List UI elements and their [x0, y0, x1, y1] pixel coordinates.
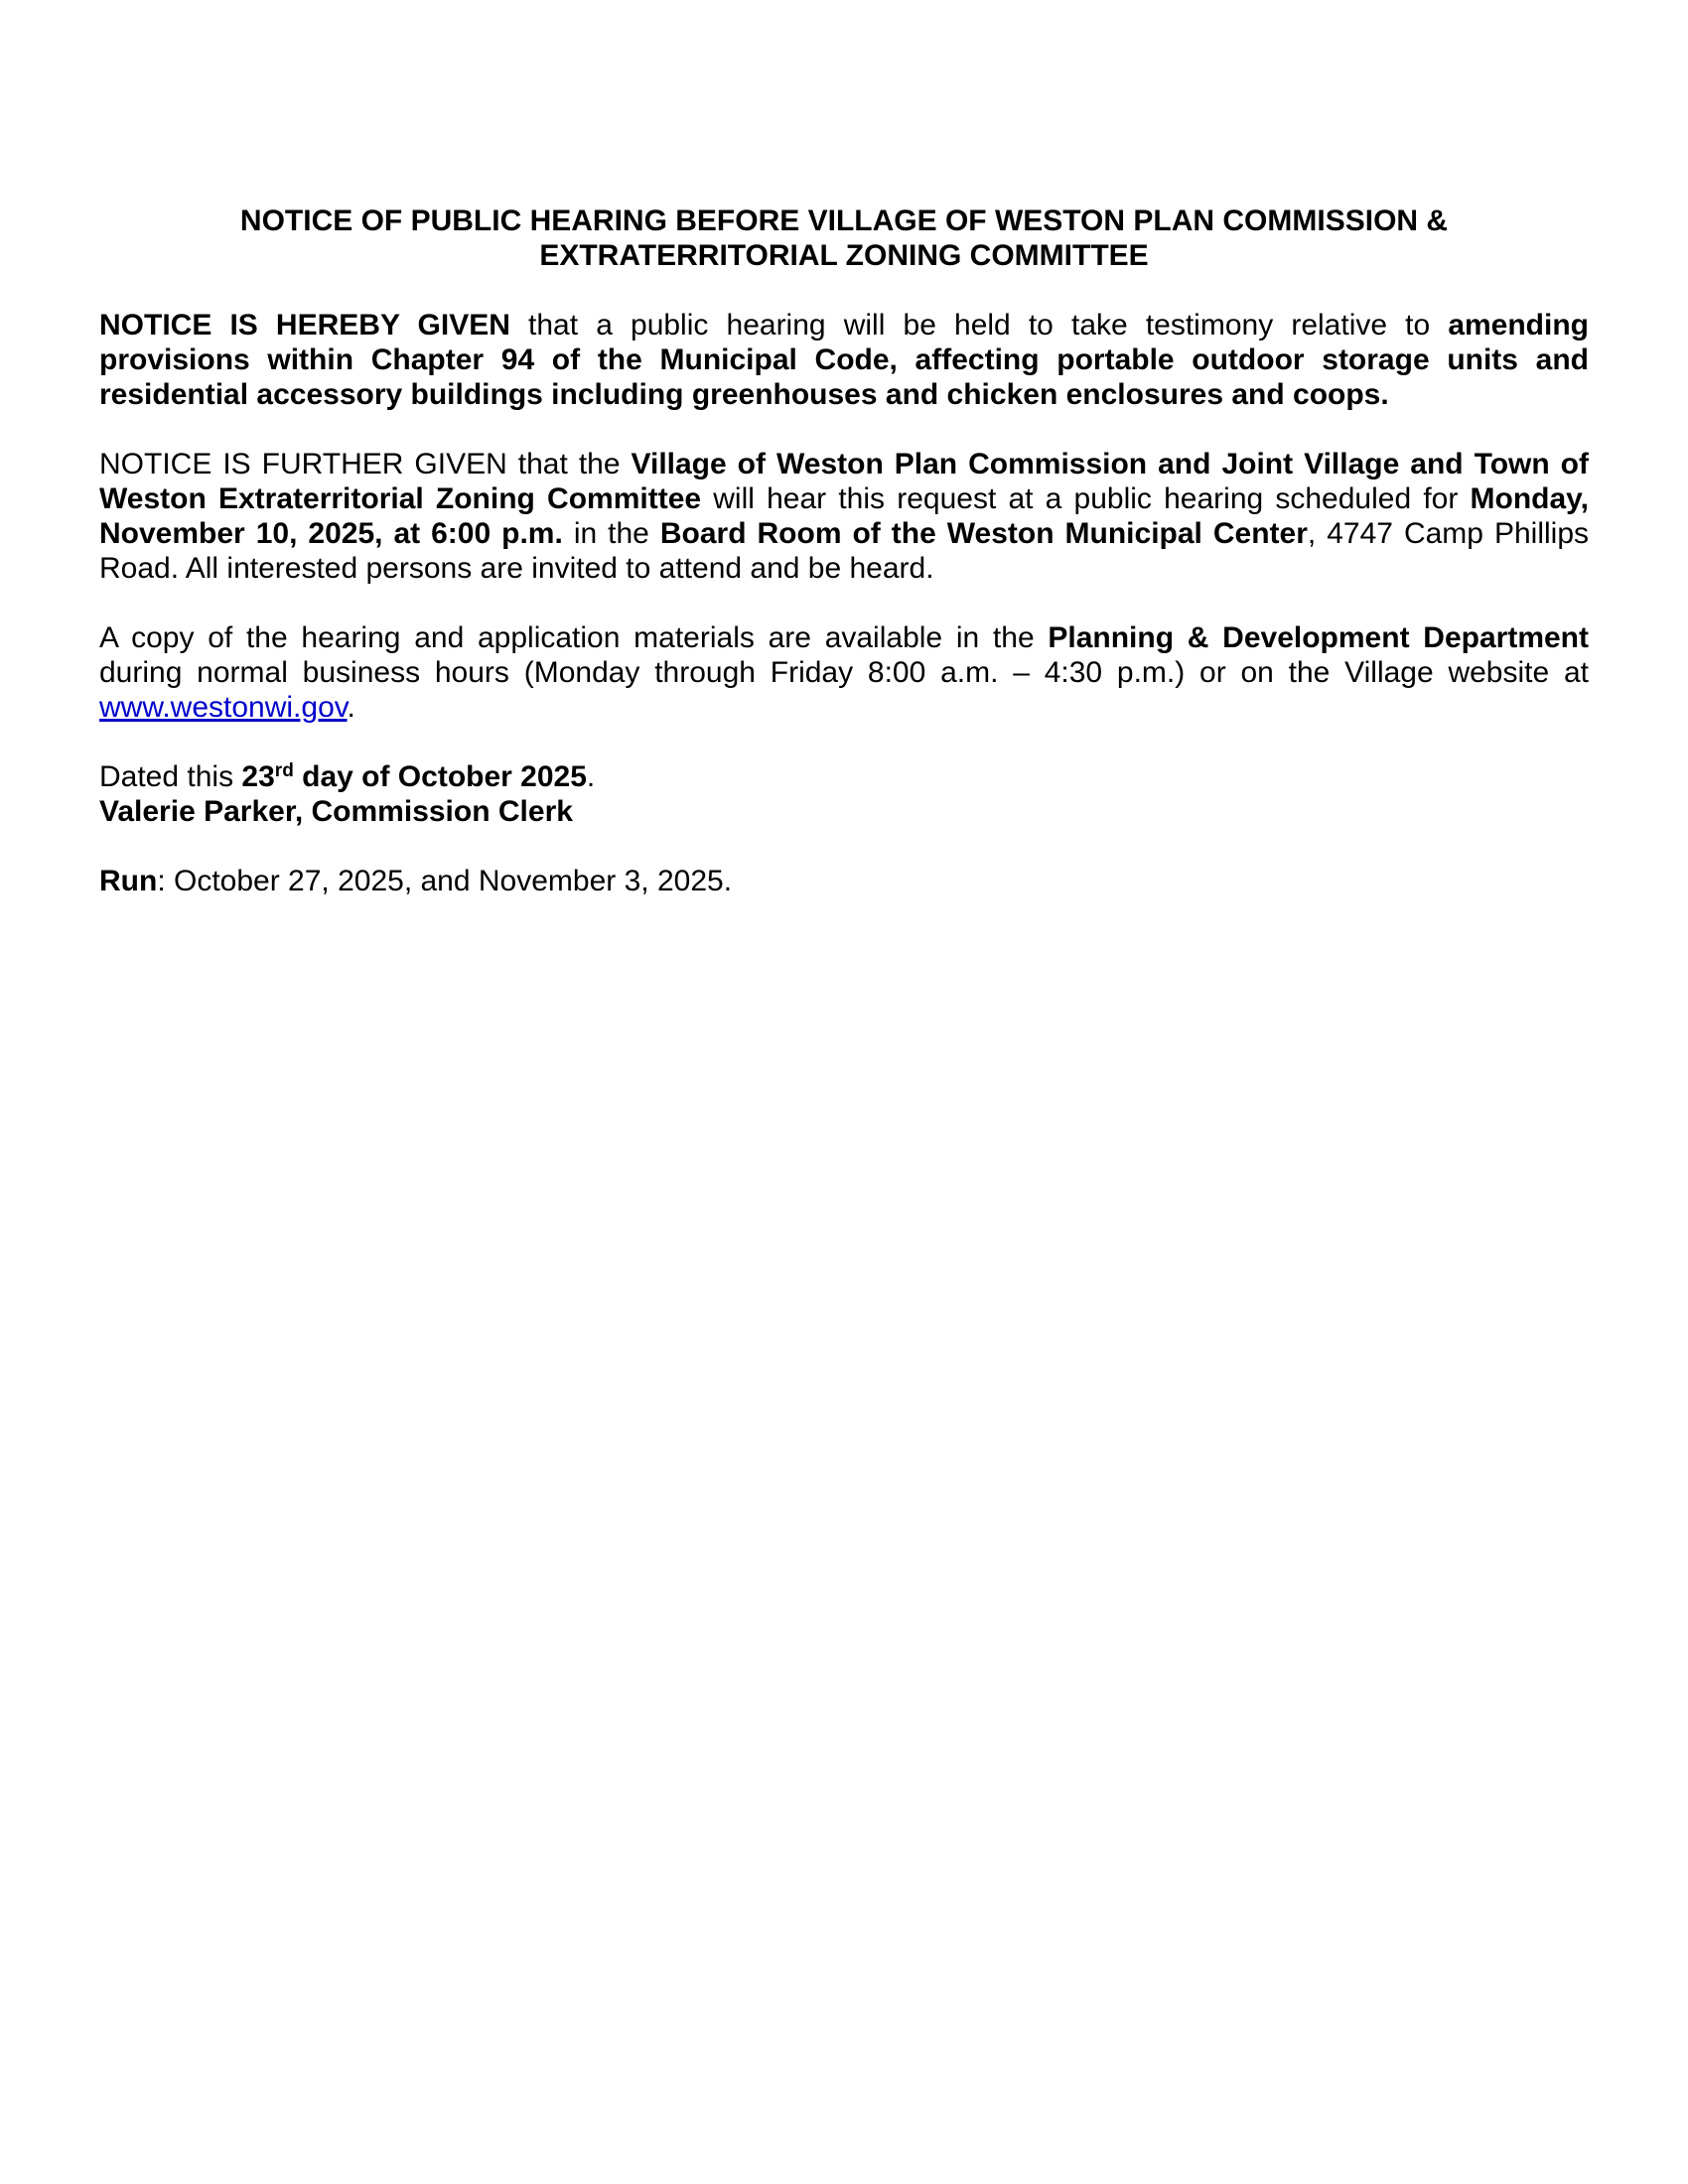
- text-run: in the: [562, 517, 660, 550]
- text-run-bold: NOTICE IS HEREBY GIVEN: [99, 309, 510, 341]
- paragraph-notice-further-given: [99, 447, 1589, 586]
- text-run: during normal business hours (Monday through Friday 8:00 a.m. – 4:30 p.m.) or on the Village website at: [99, 656, 1589, 689]
- text-run-bold: Monday, November 10, 2025, at 6:00 p.m.: [99, 482, 1589, 550]
- text-run-bold: Run: [99, 865, 158, 897]
- text-run-bold: Village of Weston Plan Commission and Joint Village and Town of Weston Extraterritorial Zoning Committee: [99, 448, 1589, 515]
- text-run-bold: Planning & Development Department: [1048, 621, 1589, 654]
- notice-title-line1: NOTICE OF PUBLIC HEARING BEFORE VILLAGE OF WESTON PLAN COMMISSION &: [239, 205, 1449, 237]
- text-run: that a public hearing will be held to take testimony relative to: [509, 309, 1449, 341]
- text-run: .: [347, 691, 355, 724]
- run-dates-line: [99, 864, 1589, 898]
- dated-line: [99, 759, 1589, 794]
- dated-block: [99, 759, 1589, 829]
- text-run: A copy of the hearing and application materials are available in the: [99, 621, 1049, 654]
- text-run: .: [586, 760, 596, 793]
- text-run-bold: amending provisions within Chapter 94 of the Municipal Code, affecting portable outdoor storage units and residential accessory buildings including greenhouses and chicken enclosures and coops.: [99, 309, 1589, 411]
- text-run-bold: day of October 2025: [293, 760, 587, 793]
- notice-title: [99, 204, 1589, 273]
- ordinal-superscript: rd: [274, 760, 294, 781]
- text-run-bold: Board Room of the Weston Municipal Center: [659, 517, 1308, 550]
- text-run: NOTICE IS FURTHER GIVEN that the: [99, 448, 632, 480]
- clerk-signature-line: Valerie Parker, Commission Clerk: [99, 795, 573, 828]
- paragraph-materials-availability: [99, 620, 1589, 725]
- text-run-bold: 23: [241, 760, 275, 793]
- paragraph-notice-hereby-given: [99, 308, 1589, 412]
- village-website-link[interactable]: www.westonwi.gov: [99, 691, 348, 724]
- text-run: : October 27, 2025, and November 3, 2025.: [157, 865, 733, 897]
- notice-title-line2: EXTRATERRITORIAL ZONING COMMITTEE: [539, 239, 1149, 272]
- document-content: [99, 204, 1589, 898]
- text-run: , 4747 Camp Phillips Road. All interested persons are invited to attend and be heard.: [99, 517, 1590, 585]
- text-run: Dated this: [99, 760, 242, 793]
- text-run: will hear this request at a public hearing scheduled for: [701, 482, 1471, 515]
